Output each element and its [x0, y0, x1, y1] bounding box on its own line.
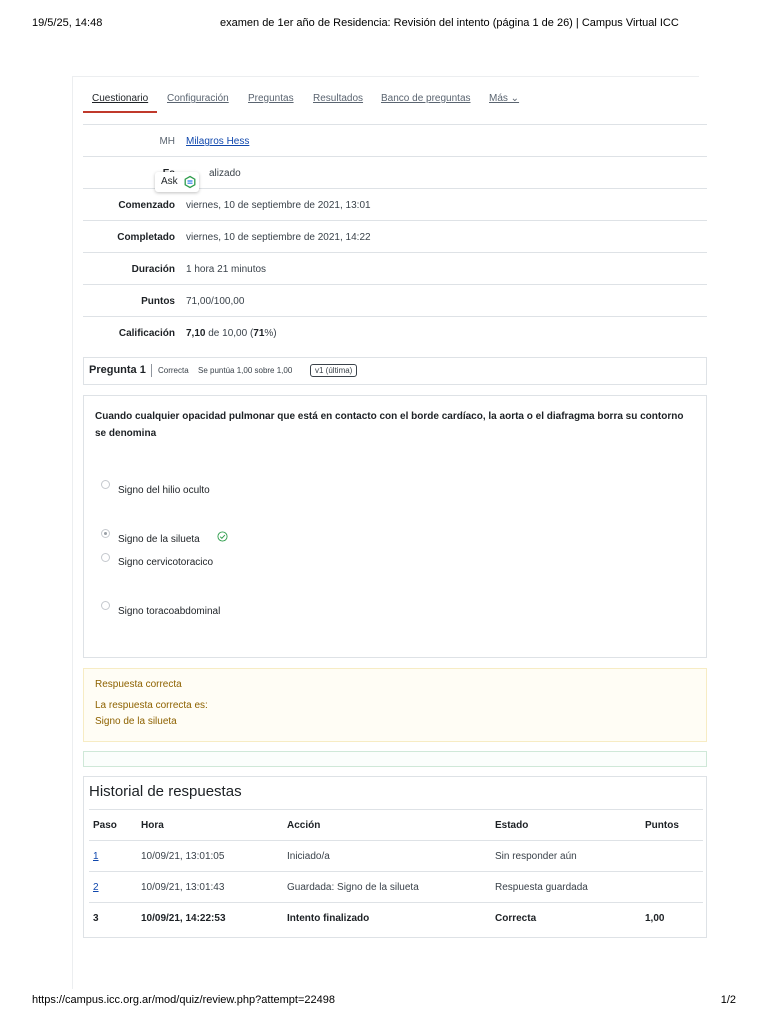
- user-name-link[interactable]: Milagros Hess: [186, 136, 250, 147]
- ask-assistant-icon: [183, 175, 197, 189]
- print-date: 19/5/25, 14:48: [32, 17, 103, 29]
- question-content: [83, 395, 707, 658]
- print-page-number: 1/2: [720, 994, 736, 1006]
- question-version-badge[interactable]: v1 (última): [310, 364, 357, 377]
- header-action: Acción: [287, 820, 321, 831]
- row-action: Guardada: Signo de la silueta: [287, 882, 419, 893]
- question-info-bar: [83, 357, 707, 385]
- response-history-title: Historial de respuestas: [89, 783, 242, 800]
- comenzado-value: viernes, 10 de septiembre de 2021, 13:01: [186, 200, 371, 211]
- calificacion-end: %): [264, 328, 277, 339]
- print-page-title: examen de 1er año de Residencia: Revisión del intento (página 1 de 26) | Campus Virtual ICC: [220, 17, 679, 29]
- table-header-row: [89, 809, 703, 840]
- duracion-label: Duración: [131, 264, 175, 275]
- answer-label: Signo cervicotoracico: [118, 557, 214, 568]
- summary-row-comenzado: [83, 189, 707, 221]
- answer-label: Signo de la silueta: [118, 534, 200, 545]
- row-state: Sin responder aún: [495, 851, 577, 862]
- tab-cuestionario[interactable]: Cuestionario: [92, 93, 149, 104]
- print-footer: [0, 994, 768, 1010]
- response-history: [83, 776, 707, 938]
- step-link[interactable]: 1: [93, 851, 99, 862]
- answer-radio[interactable]: [101, 601, 110, 610]
- tab-resultados[interactable]: Resultados: [313, 93, 364, 104]
- summary-row-calificacion: [83, 317, 707, 348]
- secondary-navigation: [83, 88, 707, 125]
- question-state: Correcta: [158, 366, 189, 375]
- general-feedback-box: [83, 751, 707, 767]
- header-time: Hora: [141, 820, 164, 831]
- user-initials: MH: [159, 136, 175, 147]
- duracion-value: 1 hora 21 minutos: [186, 264, 267, 275]
- answer-radio-checked[interactable]: [101, 529, 110, 538]
- row-action: Intento finalizado: [287, 913, 370, 924]
- row-action: Iniciado/a: [287, 851, 330, 862]
- attempt-summary-table: [83, 125, 707, 348]
- header-step: Paso: [93, 820, 117, 831]
- summary-row-user: [83, 125, 707, 157]
- comenzado-label: Comenzado: [118, 200, 175, 211]
- row-step: 3: [93, 913, 99, 924]
- puntos-label: Puntos: [141, 296, 175, 307]
- summary-row-puntos: [83, 285, 707, 317]
- calificacion-percent: 71: [253, 328, 265, 339]
- estado-value: alizado: [209, 168, 241, 179]
- row-state: Respuesta guardada: [495, 882, 588, 893]
- summary-row-duracion: [83, 253, 707, 285]
- step-link[interactable]: 2: [93, 882, 99, 893]
- response-history-table: [89, 809, 703, 933]
- ask-label: Ask: [161, 176, 178, 187]
- completado-label: Completado: [117, 232, 175, 243]
- puntos-value: 71,00/100,00: [186, 296, 245, 307]
- correct-check-icon: [217, 531, 228, 542]
- table-row-current: [89, 902, 703, 933]
- row-time: 10/09/21, 13:01:43: [141, 882, 225, 893]
- row-state: Correcta: [495, 913, 537, 924]
- answer-radio[interactable]: [101, 553, 110, 562]
- answer-label: Signo del hilio oculto: [118, 485, 210, 496]
- completado-value: viernes, 10 de septiembre de 2021, 14:22: [186, 232, 371, 243]
- tab-preguntas[interactable]: Preguntas: [248, 93, 294, 104]
- table-row: [89, 871, 703, 902]
- feedback-correct-intro: La respuesta correcta es:: [95, 700, 208, 711]
- ask-tooltip[interactable]: [155, 172, 199, 192]
- feedback-result: Respuesta correcta: [95, 679, 182, 690]
- tab-configuracion[interactable]: Configuración: [167, 93, 229, 104]
- print-url: https://campus.icc.org.ar/mod/quiz/review.php?attempt=22498: [32, 994, 335, 1006]
- question-info-separator: [151, 364, 152, 377]
- answer-label: Signo toracoabdominal: [118, 606, 221, 617]
- tab-banco-de-preguntas[interactable]: Banco de preguntas: [381, 93, 471, 104]
- calificacion-grade: 7,10: [186, 328, 206, 339]
- question-text: Cuando cualquier opacidad pulmonar que está en contacto con el borde cardíaco, la aorta o el diafragma borra su contorno se denomina: [95, 411, 684, 439]
- header-state: Estado: [495, 820, 529, 831]
- table-row: [89, 840, 703, 871]
- row-time: 10/09/21, 14:22:53: [141, 913, 226, 924]
- calificacion-value: [186, 328, 277, 339]
- question-grade: Se puntúa 1,00 sobre 1,00: [198, 366, 293, 375]
- question-feedback: [83, 668, 707, 742]
- tab-mas[interactable]: Más ⌄: [489, 93, 520, 104]
- question-number: Pregunta 1: [89, 364, 146, 376]
- row-points: 1,00: [645, 913, 665, 924]
- print-header: [0, 17, 768, 33]
- row-time: 10/09/21, 13:01:05: [141, 851, 225, 862]
- header-points: Puntos: [645, 820, 679, 831]
- feedback-correct-answer: Signo de la silueta: [95, 716, 177, 727]
- summary-row-completado: [83, 221, 707, 253]
- active-tab-indicator: [83, 111, 157, 113]
- calificacion-mid: de 10,00 (: [205, 328, 254, 339]
- calificacion-label: Calificación: [118, 328, 175, 339]
- answer-radio[interactable]: [101, 480, 110, 489]
